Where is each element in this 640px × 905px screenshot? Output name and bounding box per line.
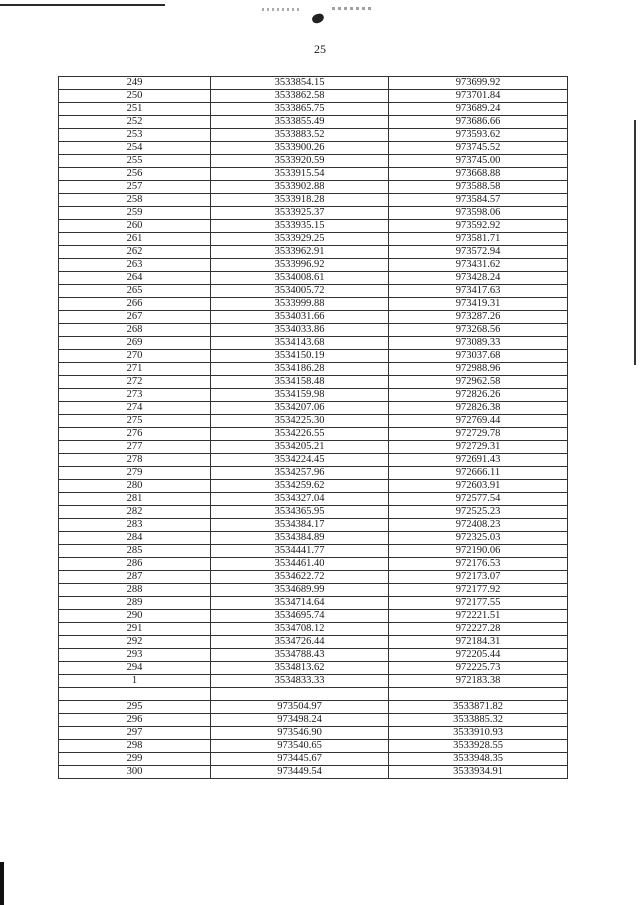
coordinate-x-cell: 3534714.64	[211, 597, 389, 610]
table-row	[59, 545, 568, 558]
coordinate-y-cell: 972525.23	[389, 506, 568, 519]
coordinate-y-cell: 973417.63	[389, 285, 568, 298]
table-row	[59, 415, 568, 428]
point-number-cell: 250	[59, 90, 211, 103]
coordinate-x-cell: 3533855.49	[211, 116, 389, 129]
coordinate-y-cell: 3533948.35	[389, 753, 568, 766]
coordinate-x-cell: 3533862.58	[211, 90, 389, 103]
scan-artifact-edge	[0, 862, 4, 905]
table-row	[59, 363, 568, 376]
coordinate-x-cell: 3534695.74	[211, 610, 389, 623]
coordinate-x-cell: 973449.54	[211, 766, 389, 779]
table-row	[59, 207, 568, 220]
table-row	[59, 584, 568, 597]
table-row	[59, 532, 568, 545]
table-row	[59, 181, 568, 194]
point-number-cell: 282	[59, 506, 211, 519]
point-number-cell: 277	[59, 441, 211, 454]
coordinate-y-cell: 3533871.82	[389, 701, 568, 714]
coordinate-x-cell: 3534813.62	[211, 662, 389, 675]
table-row	[59, 714, 568, 727]
point-number-cell: 273	[59, 389, 211, 402]
coordinate-x-cell: 3533996.92	[211, 259, 389, 272]
coordinate-y-cell: 973686.66	[389, 116, 568, 129]
coordinate-x-cell: 3534033.86	[211, 324, 389, 337]
coordinate-y-cell: 972221.51	[389, 610, 568, 623]
point-number-cell: 266	[59, 298, 211, 311]
table-row	[59, 324, 568, 337]
point-number-cell: 289	[59, 597, 211, 610]
point-number-cell: 278	[59, 454, 211, 467]
coordinate-x-cell: 3534224.45	[211, 454, 389, 467]
coordinate-x-cell: 3533929.25	[211, 233, 389, 246]
coordinate-x-cell: 3533865.75	[211, 103, 389, 116]
point-number-cell: 252	[59, 116, 211, 129]
coordinate-y-cell: 973701.84	[389, 90, 568, 103]
coordinate-x-cell: 3533854.15	[211, 77, 389, 90]
table-row	[59, 116, 568, 129]
coordinate-x-cell: 3533925.37	[211, 207, 389, 220]
table-row	[59, 233, 568, 246]
coordinate-x-cell: 3534226.55	[211, 428, 389, 441]
coordinate-y-cell: 972227.28	[389, 623, 568, 636]
coordinate-y-cell: 972177.55	[389, 597, 568, 610]
point-number-cell: 256	[59, 168, 211, 181]
point-number-cell: 294	[59, 662, 211, 675]
table-row	[59, 597, 568, 610]
coordinate-y-cell: 3533928.55	[389, 740, 568, 753]
coordinate-x-cell: 3534186.28	[211, 363, 389, 376]
coordinate-y-cell: 972826.26	[389, 389, 568, 402]
table-row	[59, 519, 568, 532]
point-number-cell: 253	[59, 129, 211, 142]
coordinate-y-cell: 972691.43	[389, 454, 568, 467]
point-number-cell: 290	[59, 610, 211, 623]
point-number-cell: 272	[59, 376, 211, 389]
scan-artifact-speckle	[262, 8, 302, 11]
table-row	[59, 142, 568, 155]
point-number-cell: 251	[59, 103, 211, 116]
table-row	[59, 155, 568, 168]
coordinate-y-cell: 973689.24	[389, 103, 568, 116]
table-row	[59, 402, 568, 415]
coordinate-y-cell: 972184.31	[389, 636, 568, 649]
coordinate-y-cell: 972176.53	[389, 558, 568, 571]
page-number: 25	[314, 42, 326, 56]
table-row	[59, 77, 568, 90]
scan-artifact-edge	[634, 120, 636, 365]
point-number-cell: 262	[59, 246, 211, 259]
coordinate-x-cell: 3533918.28	[211, 194, 389, 207]
coordinate-x-cell: 973498.24	[211, 714, 389, 727]
coordinate-y-cell: 3533910.93	[389, 727, 568, 740]
coordinate-y-cell: 973268.56	[389, 324, 568, 337]
point-number-cell: 255	[59, 155, 211, 168]
coordinate-x-cell: 973445.67	[211, 753, 389, 766]
point-number-cell: 267	[59, 311, 211, 324]
coordinate-x-cell: 3534384.89	[211, 532, 389, 545]
point-number-cell: 297	[59, 727, 211, 740]
table-row	[59, 506, 568, 519]
point-number-cell: 257	[59, 181, 211, 194]
coordinate-y-cell: 3533885.32	[389, 714, 568, 727]
coordinate-x-cell: 3534031.66	[211, 311, 389, 324]
coordinate-y-cell: 973431.62	[389, 259, 568, 272]
table-row	[59, 467, 568, 480]
coordinate-x-cell: 3533920.59	[211, 155, 389, 168]
coordinate-y-cell: 972173.07	[389, 571, 568, 584]
coordinate-x-cell: 3533962.91	[211, 246, 389, 259]
coordinate-y-cell: 972769.44	[389, 415, 568, 428]
coordinate-x-cell: 3534005.72	[211, 285, 389, 298]
coordinate-x-cell: 3534327.04	[211, 493, 389, 506]
point-number-cell: 249	[59, 77, 211, 90]
coordinate-x-cell: 3534384.17	[211, 519, 389, 532]
point-number-cell: 275	[59, 415, 211, 428]
coordinate-x-cell: 3534689.99	[211, 584, 389, 597]
coordinate-y-cell: 972603.91	[389, 480, 568, 493]
table-row	[59, 389, 568, 402]
coordinate-x-cell: 973546.90	[211, 727, 389, 740]
coordinate-x-cell: 973540.65	[211, 740, 389, 753]
coordinate-y-cell: 973419.31	[389, 298, 568, 311]
point-number-cell: 274	[59, 402, 211, 415]
table-row	[59, 480, 568, 493]
point-number-cell: 280	[59, 480, 211, 493]
table-row	[59, 493, 568, 506]
coordinate-x-cell: 3533900.26	[211, 142, 389, 155]
table-row	[59, 571, 568, 584]
point-number-cell: 291	[59, 623, 211, 636]
point-number-cell: 254	[59, 142, 211, 155]
table-row	[59, 454, 568, 467]
point-number-cell: 279	[59, 467, 211, 480]
coordinate-y-cell: 972988.96	[389, 363, 568, 376]
coordinate-y-cell: 972666.11	[389, 467, 568, 480]
coordinate-y-cell: 972962.58	[389, 376, 568, 389]
table-row	[59, 103, 568, 116]
table-row	[59, 662, 568, 675]
coordinate-y-cell: 972183.38	[389, 675, 568, 688]
point-number-cell: 281	[59, 493, 211, 506]
table-row	[59, 610, 568, 623]
point-number-cell: 261	[59, 233, 211, 246]
table-row	[59, 311, 568, 324]
point-number-cell: 284	[59, 532, 211, 545]
coordinate-y-cell: 973668.88	[389, 168, 568, 181]
coordinate-y-cell: 972826.38	[389, 402, 568, 415]
point-number-cell: 299	[59, 753, 211, 766]
table-row	[59, 272, 568, 285]
coordinate-y-cell: 972177.92	[389, 584, 568, 597]
coordinate-x-cell: 3534833.33	[211, 675, 389, 688]
table-row	[59, 675, 568, 688]
table-row	[59, 766, 568, 779]
scan-artifact-blot	[311, 13, 325, 25]
coordinate-x-cell: 3534205.21	[211, 441, 389, 454]
coordinate-y-cell: 973581.71	[389, 233, 568, 246]
table-row	[59, 220, 568, 233]
coordinate-x-cell: 3533915.54	[211, 168, 389, 181]
point-number-cell: 293	[59, 649, 211, 662]
point-number-cell: 263	[59, 259, 211, 272]
table-row	[59, 441, 568, 454]
coordinate-y-cell: 973037.68	[389, 350, 568, 363]
table-row	[59, 701, 568, 714]
point-number-cell: 265	[59, 285, 211, 298]
coordinate-x-cell: 3534158.48	[211, 376, 389, 389]
table-row	[59, 246, 568, 259]
coordinate-x-cell	[211, 688, 389, 701]
coordinate-y-cell: 3533934.91	[389, 766, 568, 779]
coordinate-x-cell: 3534622.72	[211, 571, 389, 584]
table-row	[59, 428, 568, 441]
point-number-cell: 264	[59, 272, 211, 285]
coordinate-x-cell: 3534008.61	[211, 272, 389, 285]
point-number-cell: 298	[59, 740, 211, 753]
point-number-cell: 286	[59, 558, 211, 571]
table-row	[59, 688, 568, 701]
coordinate-x-cell: 3534257.96	[211, 467, 389, 480]
point-number-cell: 1	[59, 675, 211, 688]
coordinate-x-cell: 3534708.12	[211, 623, 389, 636]
coordinate-y-cell: 972325.03	[389, 532, 568, 545]
table-row	[59, 90, 568, 103]
point-number-cell: 271	[59, 363, 211, 376]
coordinate-y-cell: 973593.62	[389, 129, 568, 142]
table-row	[59, 649, 568, 662]
coordinates-table	[58, 76, 568, 779]
coordinate-x-cell: 3534259.62	[211, 480, 389, 493]
coordinate-x-cell: 3533935.15	[211, 220, 389, 233]
point-number-cell: 292	[59, 636, 211, 649]
coordinate-x-cell: 3534159.98	[211, 389, 389, 402]
coordinate-y-cell: 973089.33	[389, 337, 568, 350]
table-row	[59, 129, 568, 142]
point-number-cell: 260	[59, 220, 211, 233]
point-number-cell: 285	[59, 545, 211, 558]
coordinate-x-cell: 3534225.30	[211, 415, 389, 428]
point-number-cell: 288	[59, 584, 211, 597]
table-row	[59, 194, 568, 207]
table-row	[59, 168, 568, 181]
coordinate-y-cell: 973699.92	[389, 77, 568, 90]
coordinate-y-cell: 972190.06	[389, 545, 568, 558]
coordinate-y-cell: 973428.24	[389, 272, 568, 285]
coordinate-x-cell: 3533902.88	[211, 181, 389, 194]
coordinate-x-cell: 3534365.95	[211, 506, 389, 519]
coordinate-y-cell: 972577.54	[389, 493, 568, 506]
coordinate-y-cell: 972408.23	[389, 519, 568, 532]
point-number-cell: 287	[59, 571, 211, 584]
point-number-cell: 269	[59, 337, 211, 350]
table-row	[59, 298, 568, 311]
table-row	[59, 337, 568, 350]
coordinate-x-cell: 3533999.88	[211, 298, 389, 311]
point-number-cell: 283	[59, 519, 211, 532]
point-number-cell: 270	[59, 350, 211, 363]
coordinate-x-cell: 3534461.40	[211, 558, 389, 571]
coordinate-x-cell: 3534788.43	[211, 649, 389, 662]
coordinate-y-cell	[389, 688, 568, 701]
point-number-cell: 259	[59, 207, 211, 220]
coordinates-table-body	[59, 77, 568, 779]
point-number-cell: 300	[59, 766, 211, 779]
table-row	[59, 376, 568, 389]
coordinate-x-cell: 3534150.19	[211, 350, 389, 363]
point-number-cell: 276	[59, 428, 211, 441]
coordinate-y-cell: 973745.52	[389, 142, 568, 155]
point-number-cell: 296	[59, 714, 211, 727]
coordinate-y-cell: 973584.57	[389, 194, 568, 207]
table-row	[59, 753, 568, 766]
table-row	[59, 285, 568, 298]
table-row	[59, 623, 568, 636]
coordinate-x-cell: 3533883.52	[211, 129, 389, 142]
coordinate-y-cell: 973592.92	[389, 220, 568, 233]
coordinate-y-cell: 973745.00	[389, 155, 568, 168]
coordinate-x-cell: 3534143.68	[211, 337, 389, 350]
table-row	[59, 636, 568, 649]
coordinate-y-cell: 972205.44	[389, 649, 568, 662]
point-number-cell: 295	[59, 701, 211, 714]
coordinate-x-cell: 3534726.44	[211, 636, 389, 649]
coordinate-y-cell: 972729.31	[389, 441, 568, 454]
coordinate-y-cell: 973588.58	[389, 181, 568, 194]
scan-artifact-line	[0, 4, 165, 6]
point-number-cell: 268	[59, 324, 211, 337]
coordinate-y-cell: 973598.06	[389, 207, 568, 220]
coordinate-x-cell: 973504.97	[211, 701, 389, 714]
table-row	[59, 558, 568, 571]
coordinate-y-cell: 972225.73	[389, 662, 568, 675]
table-row	[59, 727, 568, 740]
table-row	[59, 350, 568, 363]
coordinate-y-cell: 973287.26	[389, 311, 568, 324]
coordinate-y-cell: 973572.94	[389, 246, 568, 259]
table-row	[59, 259, 568, 272]
coordinate-y-cell: 972729.78	[389, 428, 568, 441]
coordinate-x-cell: 3534207.06	[211, 402, 389, 415]
point-number-cell: 258	[59, 194, 211, 207]
point-number-cell	[59, 688, 211, 701]
scan-artifact-speckle	[332, 7, 374, 10]
table-row	[59, 740, 568, 753]
coordinate-x-cell: 3534441.77	[211, 545, 389, 558]
